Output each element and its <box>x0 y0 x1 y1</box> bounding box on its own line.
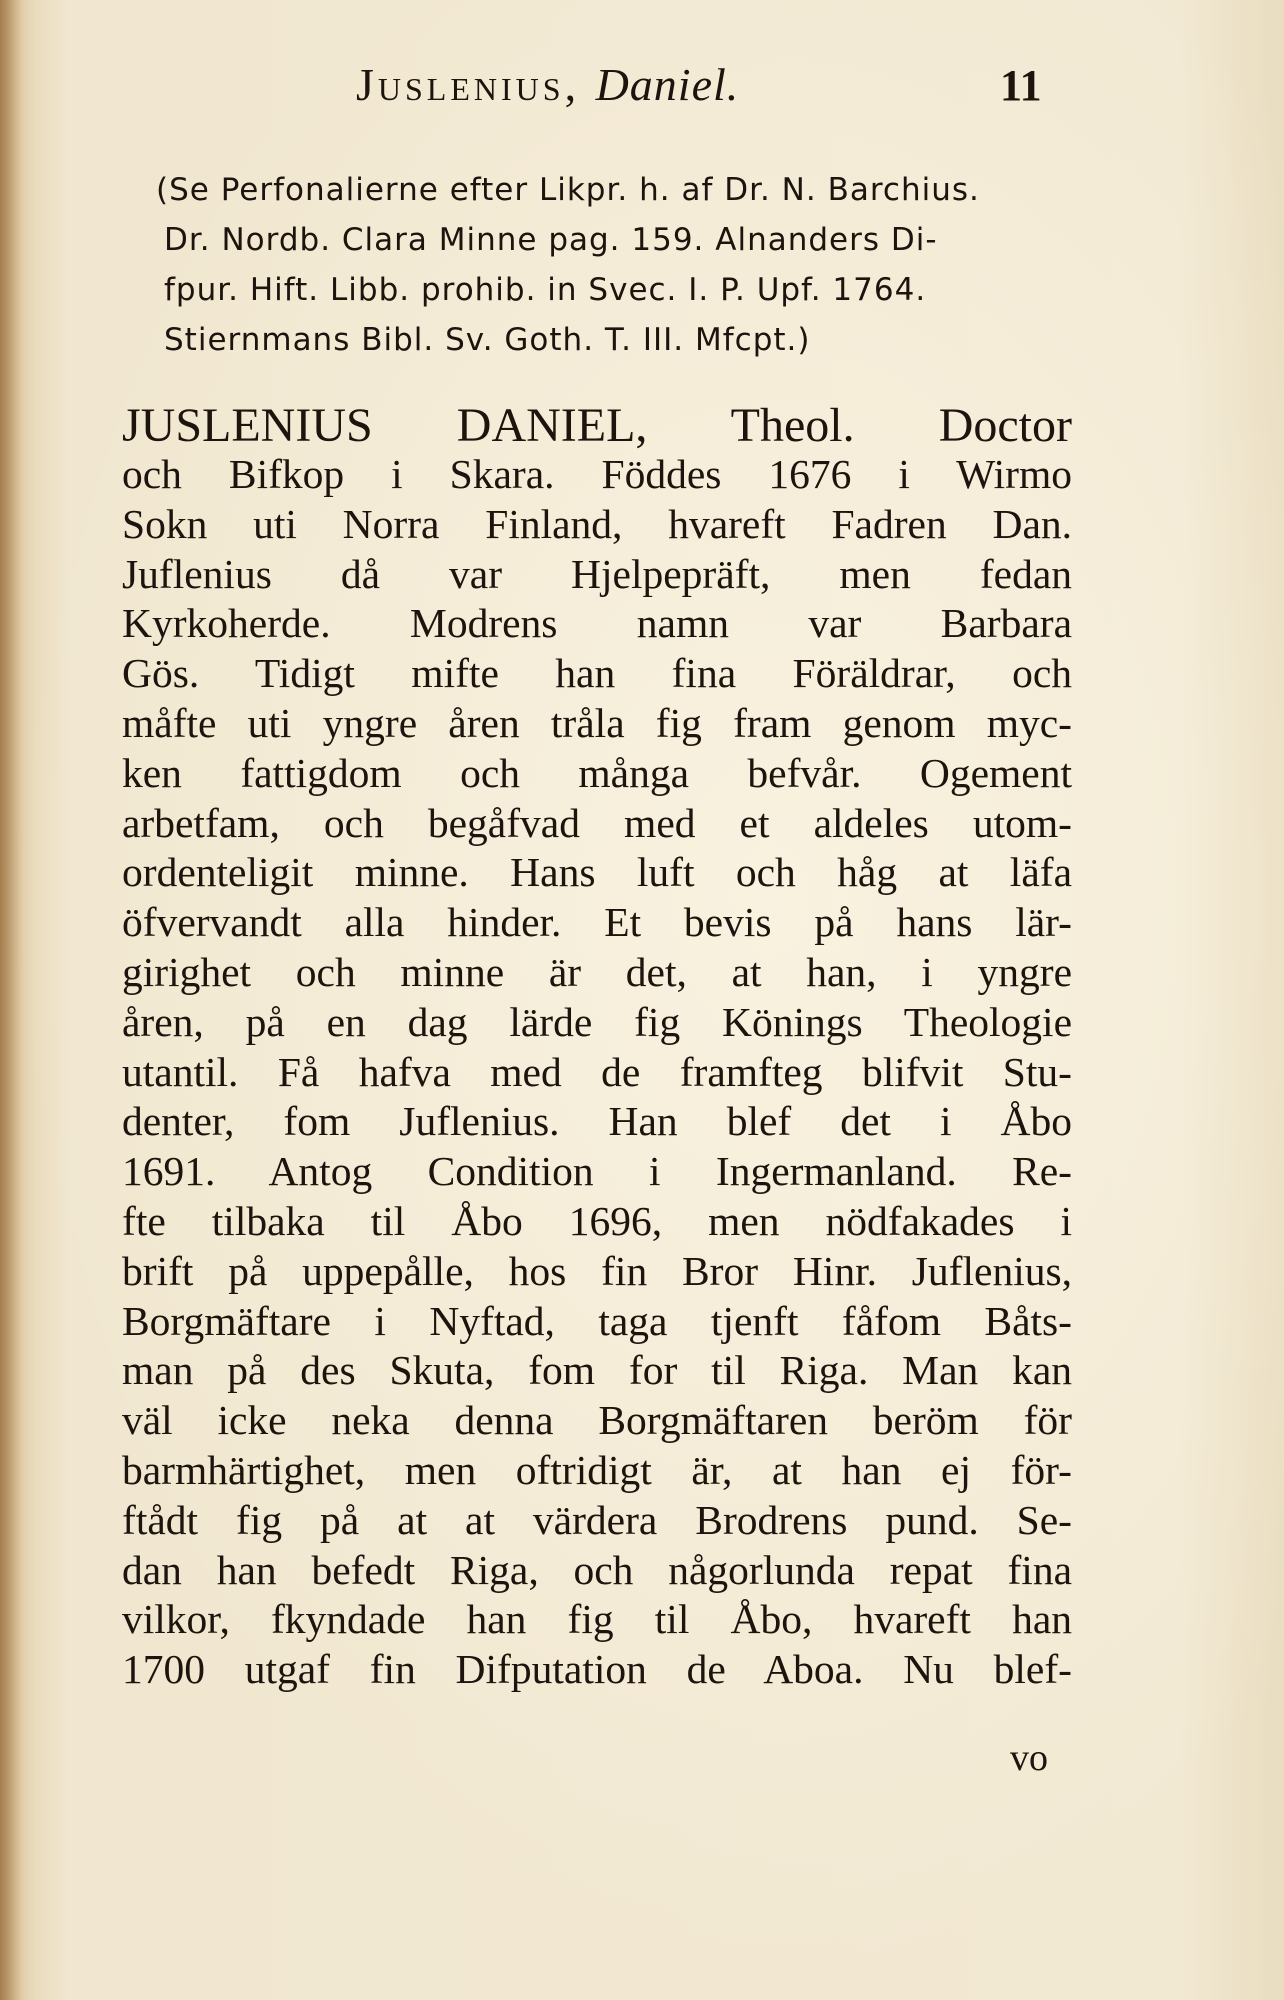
reference-block <box>156 165 1084 365</box>
text-line: arbetfam, och begåfvad med et aldeles utom- <box>122 799 1072 846</box>
running-head-forename: Daniel. <box>595 59 740 110</box>
text-line: väl icke neka denna Borgmäftaren beröm för <box>122 1397 1072 1444</box>
text-line: ordenteligit minne. Hans luft och håg at läfa <box>122 849 1072 896</box>
biography-entry <box>122 398 1072 1695</box>
text-line: och Bifkop i Skara. Föddes 1676 i Wirmo <box>122 451 1072 497</box>
text-line: brift på uppepålle, hos fin Bror Hinr. Juflenius, <box>122 1247 1072 1294</box>
text-line: åren, på en dag lärde fig Könings Theologie <box>122 998 1072 1045</box>
text-line: Juflenius då var Hjelpepräft, men fedan <box>122 550 1072 597</box>
text-line: måfte uti yngre åren tråla fig fram genom myc- <box>122 699 1072 746</box>
reference-line: Dr. Nordb. Clara Minne pag. 159. Alnanders Di- <box>164 222 938 258</box>
spine-shadow <box>0 0 22 2000</box>
running-head-author: Juslenius, <box>356 59 581 110</box>
text-line: utantil. Få hafva med de framfteg blifvit Stu- <box>122 1048 1072 1095</box>
text-line: 1700 utgaf fin Difputation de Aboa. Nu blef- <box>122 1646 1072 1693</box>
text-line: man på des Skuta, fom for til Riga. Man kan <box>122 1347 1072 1394</box>
page-number: 11 <box>1000 61 1042 110</box>
text-line: Gös. Tidigt mifte han fina Föräldrar, och <box>122 650 1072 697</box>
entry-heading-line: JUSLENIUS DANIEL, Theol. Doctor <box>122 399 1072 452</box>
text-line: öfvervandt alla hinder. Et bevis på hans lär- <box>122 899 1072 946</box>
text-line: Borgmäftare i Nyftad, taga tjenft fåfom Båts- <box>122 1297 1072 1344</box>
text-line: girighet och minne är det, at han, i yngre <box>122 948 1072 995</box>
text-line: ftådt fig på at at värdera Brodrens pund. Se- <box>122 1496 1072 1543</box>
text-line: denter, fom Juflenius. Han blef det i Åbo <box>122 1098 1072 1145</box>
text-line: dan han befedt Riga, och någorlunda repat fina <box>122 1546 1072 1593</box>
text-line: barmhärtighet, men oftridigt är, at han ej för- <box>122 1446 1072 1493</box>
reference-line: Stiernmans Bibl. Sv. Goth. T. III. Mfcpt.) <box>164 322 811 358</box>
text-line: 1691. Antog Condition i Ingermanland. Re- <box>122 1148 1072 1195</box>
reference-line: (Se Perfonalierne efter Likpr. h. af Dr. N. Barchius. <box>156 172 980 208</box>
text-line: Kyrkoherde. Modrens namn var Barbara <box>122 600 1072 647</box>
text-line: fte tilbaka til Åbo 1696, men nödfakades i <box>122 1197 1072 1244</box>
text-line: ken fattigdom och många befvår. Ogement <box>122 749 1072 796</box>
catchword: vo <box>1010 1737 1048 1779</box>
running-head <box>356 58 739 111</box>
reference-line: fpur. Hift. Libb. prohib. in Svec. I. P. Upf. 1764. <box>164 272 927 308</box>
text-line: Sokn uti Norra Finland, hvareft Fadren Dan. <box>122 500 1072 547</box>
text-line: vilkor, fkyndade han fig til Åbo, hvareft han <box>122 1596 1072 1643</box>
